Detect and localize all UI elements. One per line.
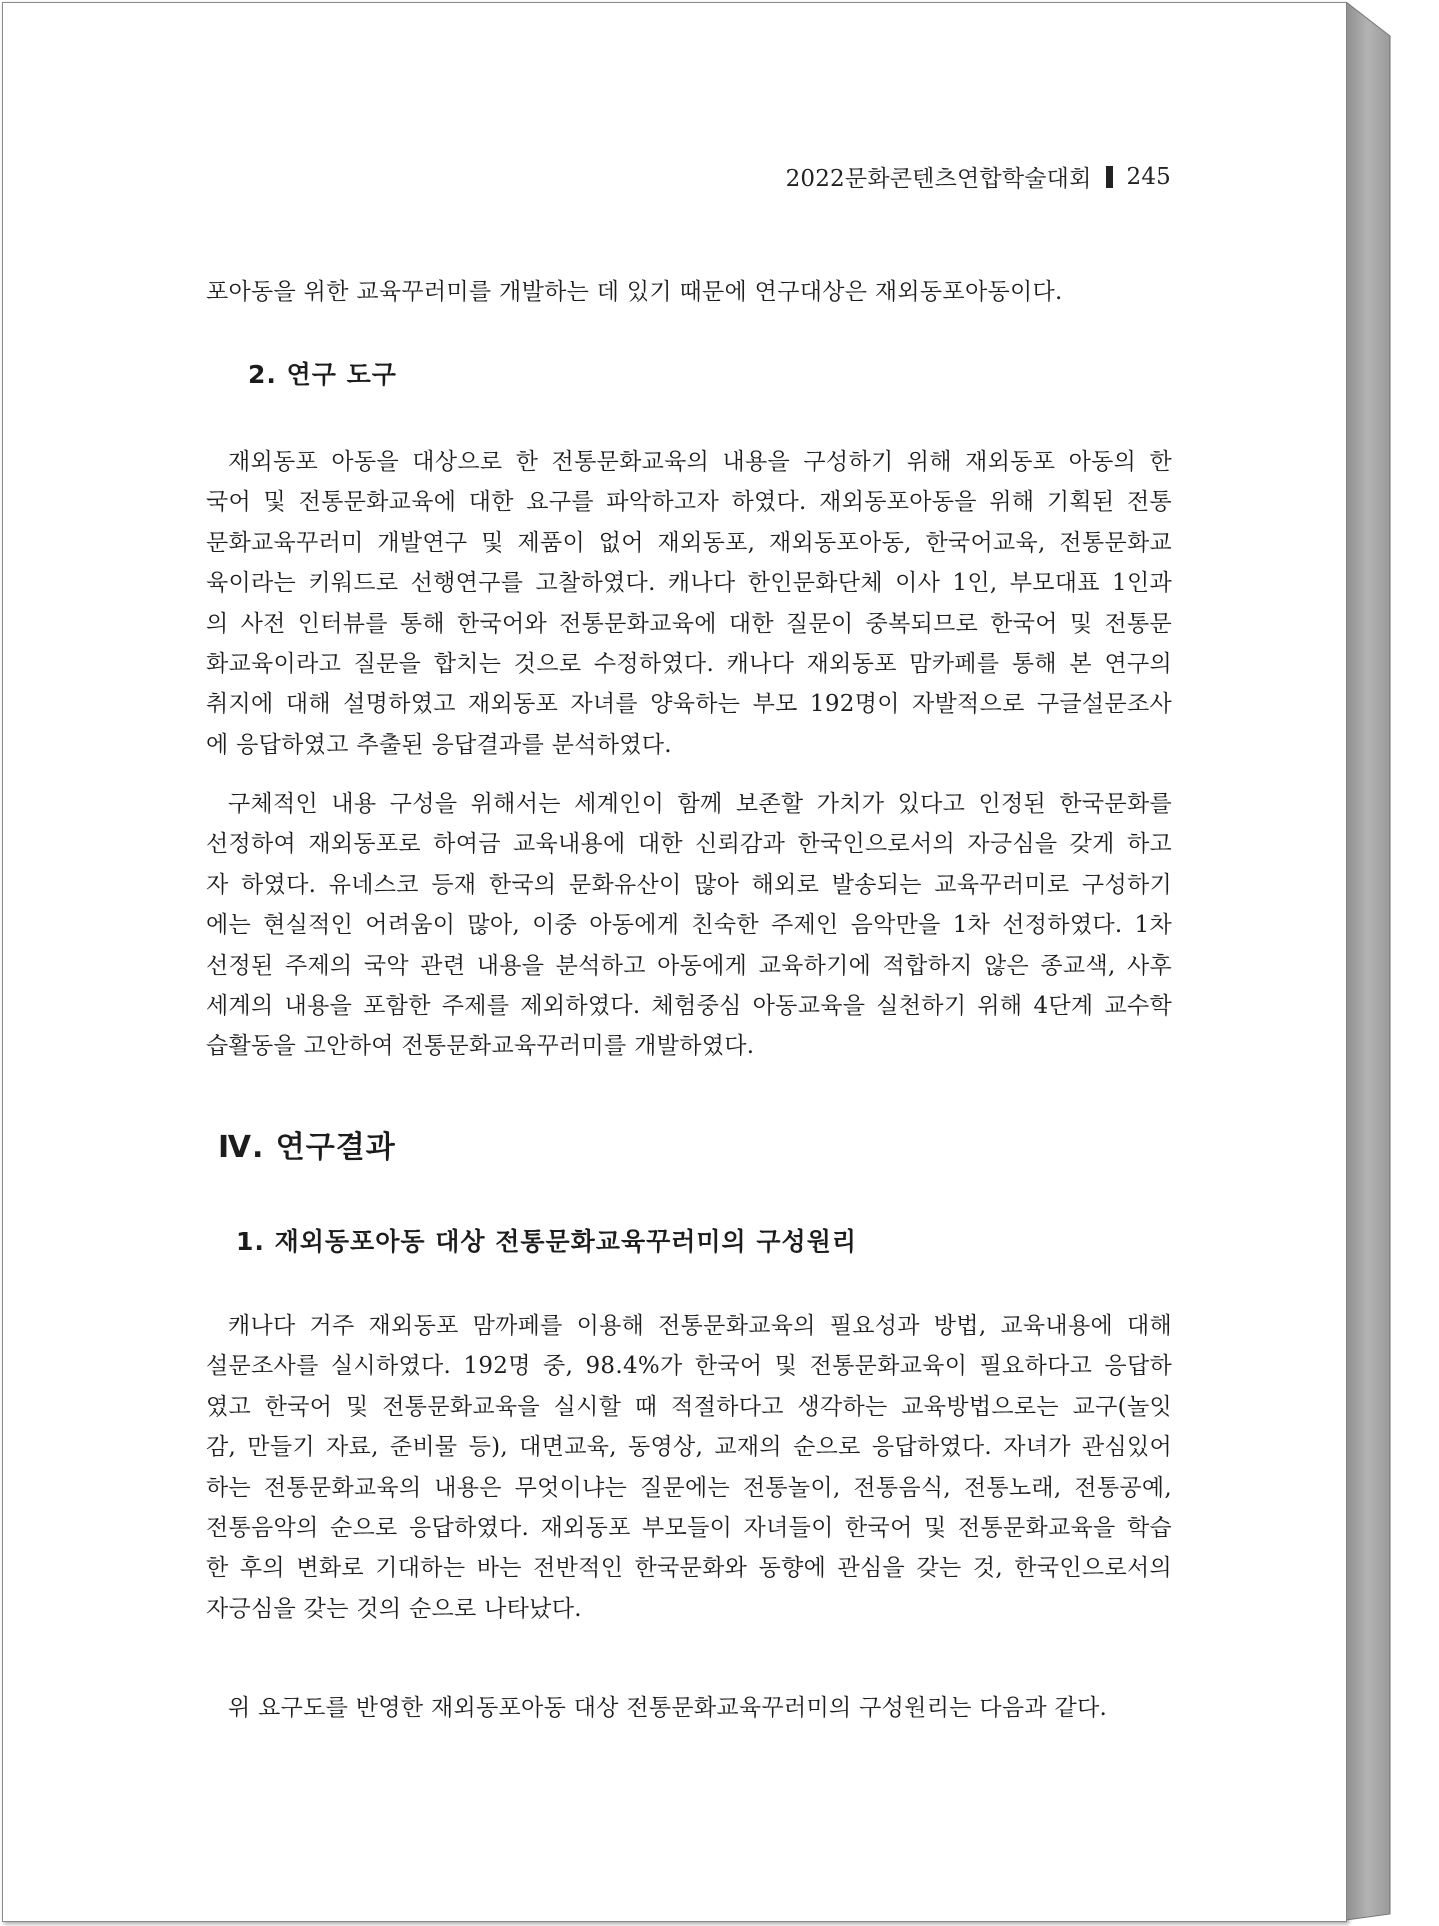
- paragraph-line: 자긍심을 갖는 것의 순으로 나타났다.: [206, 1595, 582, 1622]
- paragraph-line: 세계의 내용을 포함한 주제를 제외하였다. 체험중심 아동교육을 실천하기 위해 4단계 교수학: [206, 993, 1172, 1020]
- paragraph-line: 의 사전 인터뷰를 통해 한국어와 전통문화교육에 대한 질문이 중복되므로 한국어 및 전통문: [206, 610, 1172, 637]
- paragraph-line: 육이라는 키워드로 선행연구를 고찰하였다. 캐나다 한인문화단체 이사 1인, 부모대표 1인과: [206, 570, 1172, 597]
- paragraph-line: 자 하였다. 유네스코 등재 한국의 문화유산이 많아 해외로 발송되는 교육꾸러미로 구성하기: [206, 871, 1172, 898]
- paragraph-line: 한 후의 변화로 기대하는 바는 전반적인 한국문화와 동향에 관심을 갖는 것, 한국인으로서의: [206, 1555, 1172, 1582]
- paragraph-line: 선정하여 재외동포로 하여금 교육내용에 대한 신뢰감과 한국인으로서의 자긍심을 갖게 하고: [206, 831, 1172, 858]
- paragraph-line: 재외동포 아동을 대상으로 한 전통문화교육의 내용을 구성하기 위해 재외동포 아동의 한: [228, 449, 1172, 475]
- header-separator: [1106, 166, 1113, 188]
- paragraph-line: 에 응답하였고 추출된 응답결과를 분석하였다.: [206, 731, 672, 758]
- paragraph-line: 선정된 주제의 국악 관련 내용을 분석하고 아동에게 교육하기에 적합하지 않은 종교색, 사후: [206, 952, 1172, 979]
- section-heading-results: Ⅳ. 연구결과: [218, 1130, 396, 1165]
- paragraph-line: 국어 및 전통문화교육에 대한 요구를 파악하고자 하였다. 재외동포아동을 위해 기획된 전통: [206, 489, 1172, 516]
- page-stack-edge: [1346, 2, 1402, 1922]
- paragraph-research-tools-1: [206, 442, 1172, 765]
- paragraph-line: 였고 한국어 및 전통문화교육을 실시할 때 적절하다고 생각하는 교육방법으로는 교구(놀잇: [206, 1393, 1172, 1420]
- paragraph-line: 습활동을 고안하여 전통문화교육꾸러미를 개발하였다.: [206, 1033, 755, 1060]
- paragraph-line: 캐나다 거주 재외동포 맘까페를 이용해 전통문화교육의 필요성과 방법, 교육내용에 대해: [228, 1313, 1172, 1339]
- intro-line: 포아동을 위한 교육꾸러미를 개발하는 데 있기 때문에 연구대상은 재외동포아동이다.: [206, 279, 1063, 305]
- closing-line: 위 요구도를 반영한 재외동포아동 대상 전통문화교육꾸러미의 구성원리는 다음과 같다.: [228, 1695, 1108, 1721]
- conference-title: 2022문화콘텐츠연합학술대회: [785, 166, 1092, 192]
- paragraph-line: 설문조사를 실시하였다. 192명 중, 98.4%가 한국어 및 전통문화교육이 필요하다고 응답하: [206, 1353, 1172, 1380]
- section-heading-research-tools: 2. 연구 도구: [248, 360, 397, 389]
- paragraph-line: 화교육이라고 질문을 합치는 것으로 수정하였다. 캐나다 재외동포 맘카페를 통해 본 연구의: [206, 651, 1172, 678]
- subsection-heading-principles: 1. 재외동포아동 대상 전통문화교육꾸러미의 구성원리: [236, 1227, 858, 1256]
- paragraph-line: 취지에 대해 설명하였고 재외동포 자녀를 양육하는 부모 192명이 자발적으로 구글설문조사: [206, 691, 1172, 718]
- paragraph-line: 구체적인 내용 구성을 위해서는 세계인이 함께 보존할 가치가 있다고 인정된 한국문화를: [228, 791, 1172, 817]
- paragraph-line: 하는 전통문화교육의 내용은 무엇이냐는 질문에는 전통놀이, 전통음식, 전통노래, 전통공예,: [206, 1474, 1172, 1501]
- paragraph-line: 문화교육꾸러미 개발연구 및 제품이 없어 재외동포, 재외동포아동, 한국어교육, 전통문화교: [206, 529, 1172, 556]
- paragraph-results-1: [206, 1306, 1172, 1629]
- paragraph-research-tools-2: [206, 784, 1172, 1067]
- page-number: 245: [1126, 163, 1171, 190]
- paragraph-line: 전통음악의 순으로 응답하였다. 재외동포 부모들이 자녀들이 한국어 및 전통문화교육을 학습: [206, 1515, 1172, 1542]
- paragraph-line: 감, 만들기 자료, 준비물 등), 대면교육, 동영상, 교재의 순으로 응답하였다. 자녀가 관심있어: [206, 1434, 1172, 1461]
- paragraph-line: 에는 현실적인 어려움이 많아, 이중 아동에게 친숙한 주제인 음악만을 1차 선정하였다. 1차: [206, 912, 1172, 939]
- running-header: [786, 160, 1171, 193]
